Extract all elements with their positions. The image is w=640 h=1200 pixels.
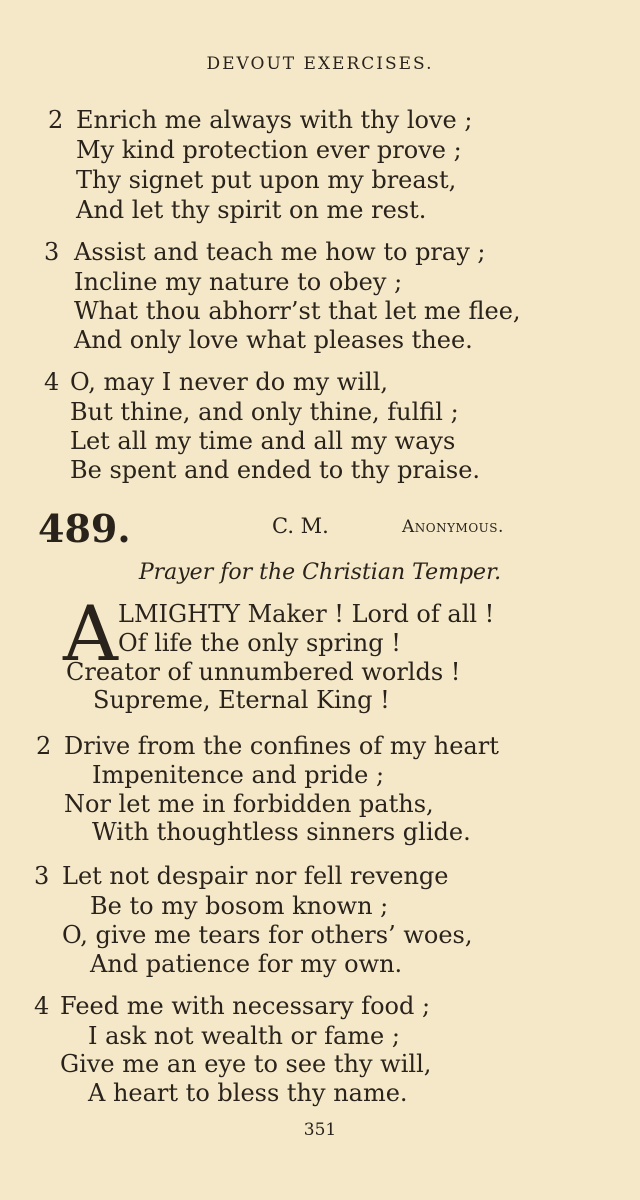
verse-line: O, give me tears for others’ woes, — [62, 921, 473, 949]
stanza-number: 3 — [34, 862, 50, 890]
verse-line: And patience for my own. — [90, 950, 403, 978]
verse-line: But thine, and only thine, fulfil ; — [70, 398, 459, 426]
verse-line: Let all my time and all my ways — [70, 427, 456, 455]
running-head: DEVOUT EXERCISES. — [206, 54, 434, 74]
hymn-author: Anonymous. — [402, 517, 504, 537]
stanza-number: 2 — [48, 106, 64, 134]
verse-line: And let thy spirit on me rest. — [76, 196, 427, 224]
stanza-number: 4 — [44, 368, 60, 396]
verse-line: LMIGHTY Maker ! Lord of all ! — [118, 600, 495, 628]
hymn-number: 489. — [38, 506, 131, 551]
drop-cap: A — [63, 589, 118, 678]
verse-line: What thou abhorr’st that let me flee, — [74, 297, 521, 325]
verse-line: Let not despair nor fell revenge — [62, 862, 449, 890]
verse-line: Supreme, Eternal King ! — [93, 686, 390, 714]
verse-line: A heart to bless thy name. — [88, 1079, 408, 1107]
verse-line: Enrich me always with thy love ; — [76, 106, 473, 134]
verse-line: With thoughtless sinners glide. — [92, 818, 471, 846]
stanza-number: 3 — [44, 238, 60, 266]
verse-line: O, may I never do my will, — [70, 368, 388, 396]
page-number: 351 — [303, 1120, 337, 1140]
verse-line: I ask not wealth or fame ; — [88, 1022, 400, 1050]
hymn-meter: C. M. — [272, 514, 329, 538]
verse-line: Be to my bosom known ; — [90, 892, 389, 920]
verse-line: Give me an eye to see thy will, — [60, 1050, 432, 1078]
verse-line: Impenitence and pride ; — [92, 761, 385, 789]
hymn-title: Prayer for the Christian Temper. — [138, 560, 502, 585]
verse-line: Creator of unnumbered worlds ! — [66, 658, 461, 686]
verse-line: Drive from the confines of my heart — [64, 732, 499, 760]
verse-line: Of life the only spring ! — [118, 629, 401, 657]
verse-line: My kind protection ever prove ; — [76, 136, 462, 164]
verse-line: Be spent and ended to thy praise. — [70, 456, 481, 484]
stanza-number: 4 — [34, 992, 50, 1020]
verse-line: And only love what pleases thee. — [74, 326, 473, 354]
verse-line: Feed me with necessary food ; — [60, 992, 431, 1020]
verse-line: Assist and teach me how to pray ; — [74, 238, 486, 266]
stanza-number: 2 — [36, 732, 52, 760]
verse-line: Nor let me in forbidden paths, — [64, 790, 434, 818]
verse-line: Thy signet put upon my breast, — [76, 166, 457, 194]
verse-line: Incline my nature to obey ; — [74, 268, 403, 296]
